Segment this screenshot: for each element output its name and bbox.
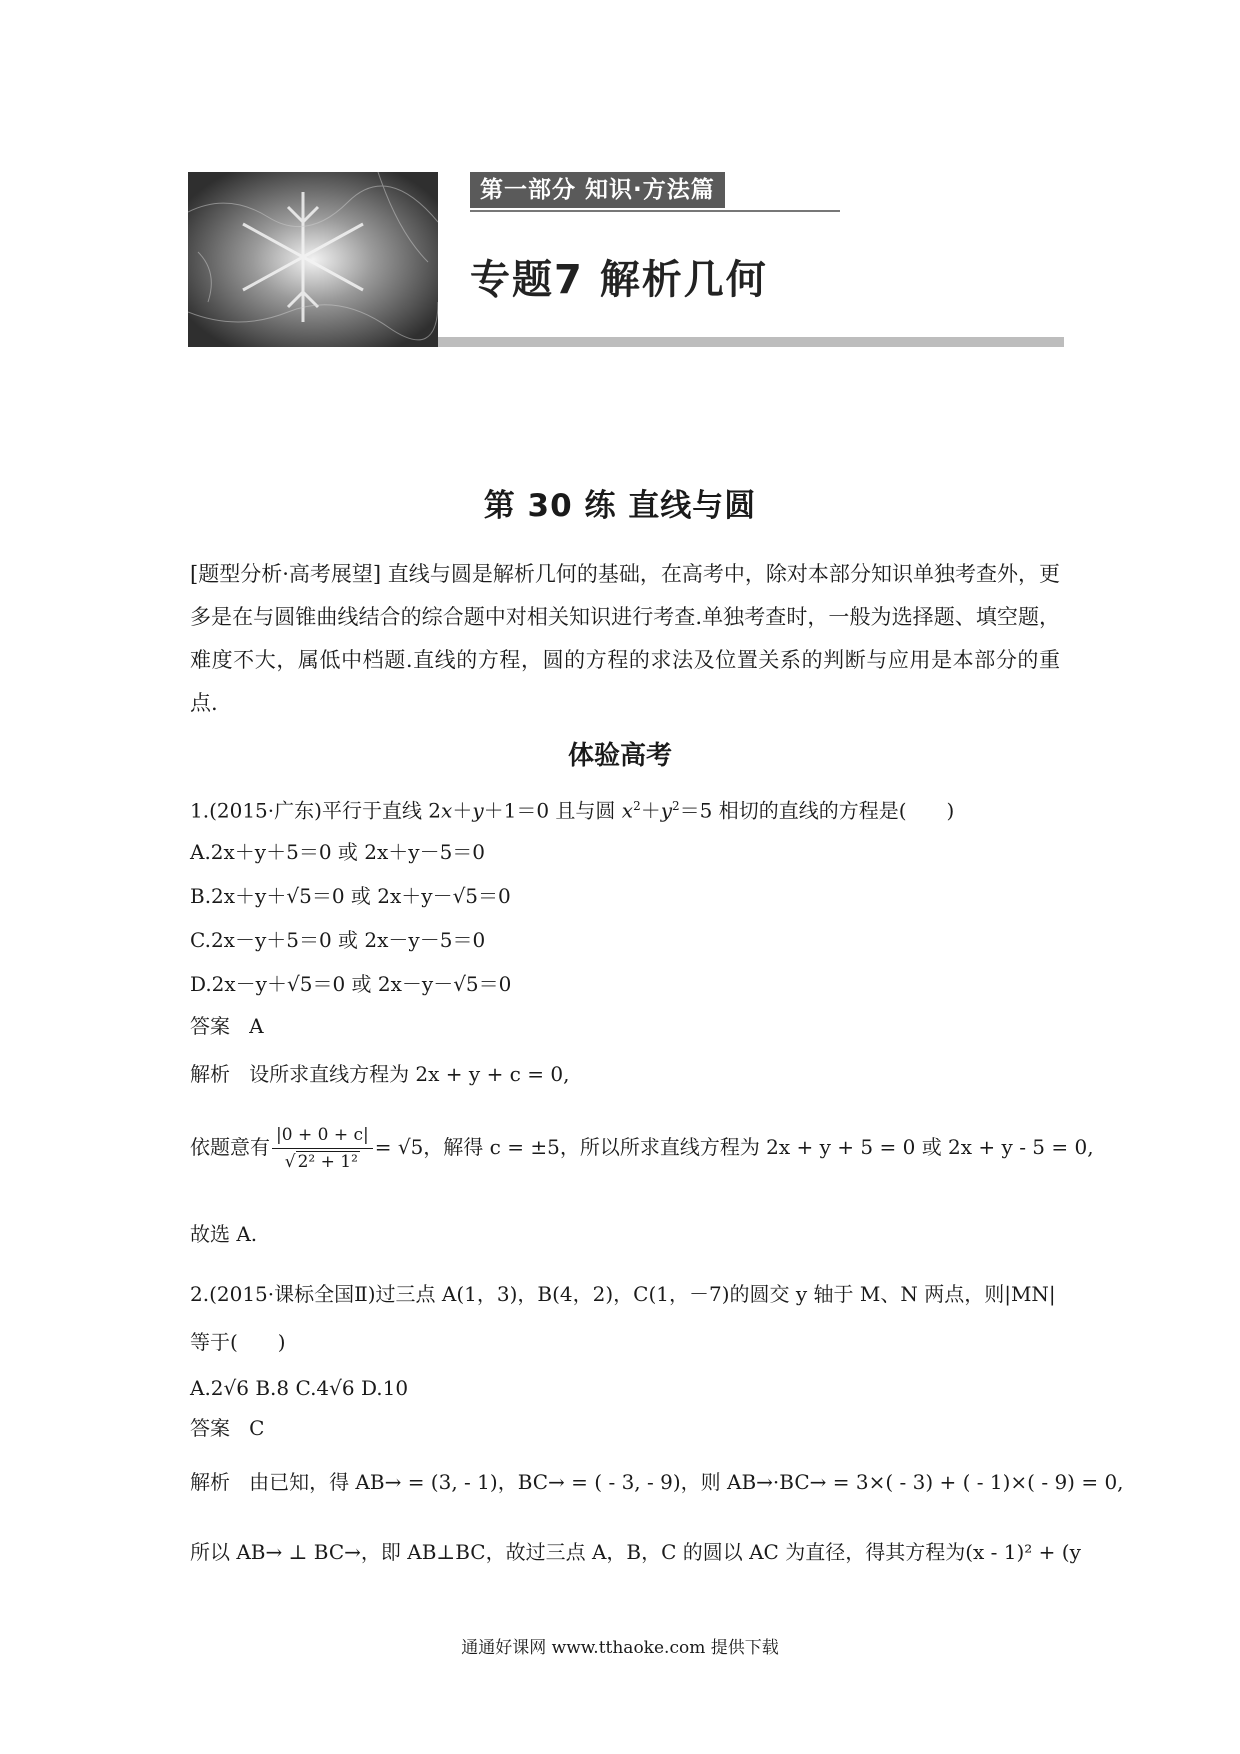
q1-analysis-1: 解析 设所求直线方程为 2x + y + c = 0, <box>190 1062 570 1086</box>
part-label: 第一部分 知识·方法篇 <box>470 172 725 208</box>
q1-analysis-2: 依题意有 $\frac{|0 + 0 + c|}{\text{√ 2² + 1²}}$ = √5，解得 c = ±5，所以所求直线方程为 2x + y + 5 = 0 或 2x + y - 5 = 0, <box>190 1122 1094 1175</box>
divider <box>470 210 840 212</box>
q1-option-c: C.2x－y＋5＝0 或 2x－y－5＝0 <box>190 928 486 952</box>
q1-answer <box>190 1012 264 1040</box>
q1-option-d: D.2x－y＋√5＝0 或 2x－y－√5＝0 <box>190 972 512 996</box>
answer-label: 答案 <box>190 1014 230 1038</box>
banner-bar <box>438 337 1064 347</box>
fraction: $\frac{|0 + 0 + c|}{\text{√ 2² + 1²}}$ <box>272 1122 373 1175</box>
section-title: 体验高考 <box>567 741 672 771</box>
q2-analysis-1: 解析 由已知，得 AB→ = (3, - 1)，BC→ = ( - 3, - 9)，则 AB→·BC→ = 3×( - 3) + ( - 1)×( - 9) = 0, <box>190 1470 1124 1494</box>
q2-stem-1: 2.(2015·课标全国Ⅱ)过三点 A(1，3)，B(4，2)，C(1，－7)的圆交 y 轴于 M、N 两点，则|MN| <box>190 1282 1056 1306</box>
analysis-label: 解析 <box>190 1062 230 1086</box>
answer-label: 答案 <box>190 1416 230 1440</box>
q2-stem-2: 等于( ) <box>190 1330 286 1354</box>
q1-option-b: B.2x＋y＋√5＝0 或 2x＋y－√5＝0 <box>190 884 511 908</box>
q1-option-a: A.2x＋y＋5＝0 或 2x＋y－5＝0 <box>190 840 486 864</box>
lesson-title: 第 30 练 直线与圆 <box>483 488 757 524</box>
q1-stem: 1.(2015·广东)平行于直线 2x＋y＋1＝0 且与圆 $x^2+y^2=5$ 相切的直线的方程是( ) <box>190 798 955 823</box>
answer-value: A <box>249 1014 264 1038</box>
footer-text: 通通好课网 www.tthaoke.com 提供下载 <box>461 1638 779 1658</box>
q1-analysis-3: 故选 A. <box>190 1222 258 1246</box>
snowflake-icon <box>188 172 438 347</box>
answer-value: C <box>249 1416 265 1440</box>
banner-photo <box>188 172 438 347</box>
q2-answer <box>190 1414 264 1442</box>
intro-paragraph: [题型分析·高考展望] 直线与圆是解析几何的基础，在高考中，除对本部分知识单独考查外，更多是在与圆锥曲线结合的综合题中对相关知识进行考查.单独考查时，一般为选择题、填空题，难度不大，属低中档题.直线的方程，圆的方程的求法及位置关系的判断与应用是本部分的重点. <box>190 562 1060 715</box>
q2-analysis-2: 所以 AB→ ⊥ BC→，即 AB⊥BC，故过三点 A，B，C 的圆以 AC 为直径，得其方程为(x - 1)² + (y <box>190 1540 1081 1564</box>
topic-title: 专题7 解析几何 <box>470 257 768 303</box>
q2-options: A.2√6 B.8 C.4√6 D.10 <box>190 1376 409 1400</box>
analysis-label: 解析 <box>190 1470 230 1494</box>
